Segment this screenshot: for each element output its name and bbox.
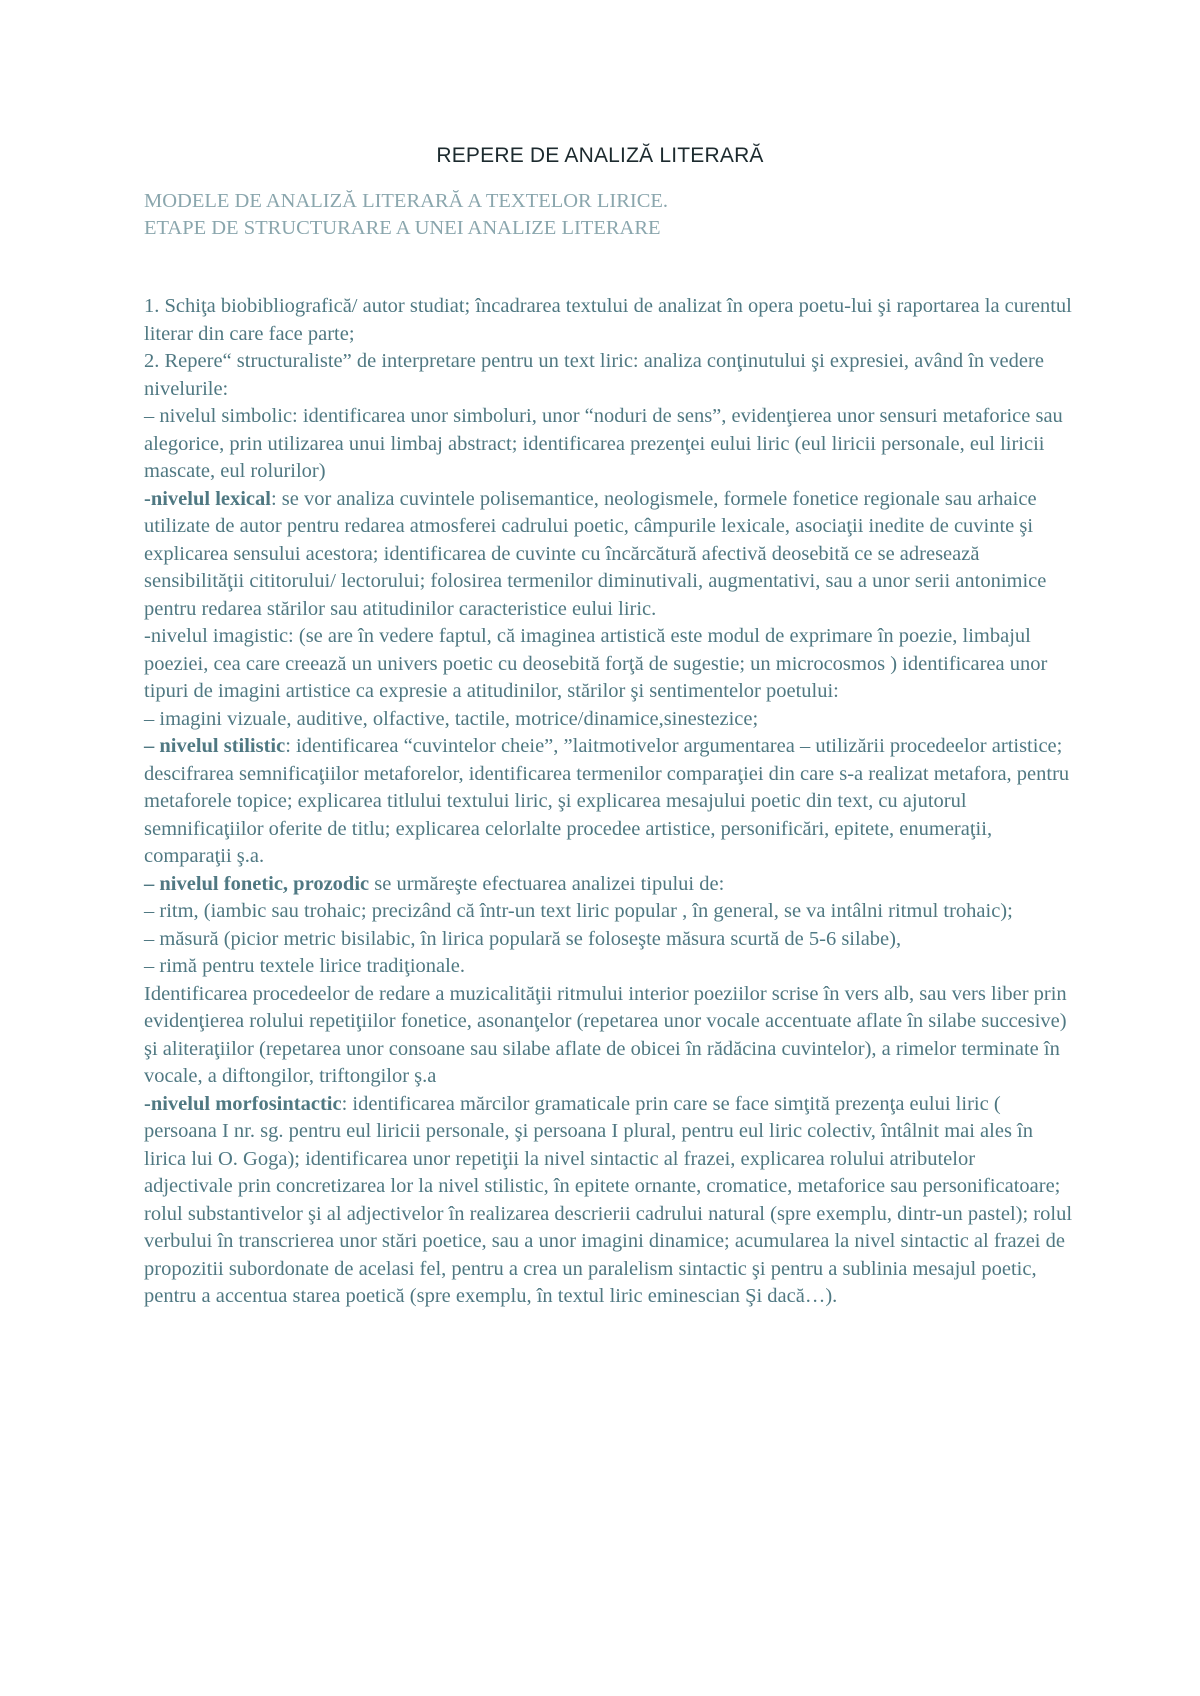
paragraph: -nivelul imagistic: (se are în vedere faptul, că imaginea artistică este modul de exprimare în poezie, limbajul poeziei, cea care creează un univers poetic cu deosebită forţă de sugestie; un microcosmos ) identificarea unor tipuri de imagini artistice ca expresie a atitudinilor, stărilor şi sentimentelor poetului:	[144, 625, 1048, 702]
paragraph-text: se urmăreşte efectuarea analizei tipului de:	[369, 872, 725, 895]
paragraph-text: : se vor analiza cuvintele polisemantice, neologismele, formele fonetice regionale sau arhaice utilizate de autor pentru redarea atmosferei cadrului poetic, câmpurile lexicale, asociaţii inedite de cuvinte şi explicarea sensului acestora; identificarea de cuvinte cu încărcătură afectivă deosebită ce se adresează sensibilităţii cititorului/ lectorului; folosirea termenilor diminutivali, augmentativi, sau a unor serii antonimice pentru redarea stărilor sau atitudinilor caracteristice eului liric.	[144, 487, 1047, 620]
paragraph	[144, 733, 1074, 871]
document-body	[144, 188, 1074, 1311]
paragraph	[144, 1091, 1074, 1174]
paragraph: adjectivale prin concretizarea lor la nivel stilistic, în epitete ornante, cromatice, metaforice sau personificatoare; rolul substantivelor şi al adjectivelor în realizarea descrierii cadrului natural (spre exemplu, dintr-un pastel); rolul verbului în transcrierea unor stări poetice, sau a unor imagini dinamice; acumularea la nivel sintactic al frazei de propozitii subordonate de acelasi fel, pentru a crea un paralelism sintactic şi pentru a sublinia mesajul poetic, pentru a accentua starea poetică (spre exemplu, în textul liric eminescian Şi dacă…).	[144, 1175, 1073, 1307]
paragraph: – ritm, (iambic sau trohaic; precizând că într-un text liric popular , în general, se va intâlni ritmul trohaic);	[144, 900, 1013, 922]
bold-term: – nivelul stilistic	[144, 735, 286, 757]
paragraph: – nivelul simbolic: identificarea unor simboluri, unor “noduri de sens”, evidenţierea unor sensuri metaforice sau alegorice, prin utilizarea unui limbaj abstract; identificarea prezenţei eului liric (eul liricii personale, eul liricii mascate, eul rolurilor)	[144, 405, 1063, 482]
subtitle-line: MODELE DE ANALIZĂ LITERARĂ A TEXTELOR LIRICE.	[144, 190, 669, 212]
paragraph: 1. Schiţa biobibliografică/ autor studiat; încadrarea textului de analizat în opera poetu-lui şi raportarea la curentul literar din care face parte;	[144, 295, 1072, 345]
paragraph: Identificarea procedeelor de redare a muzicalităţii ritmului interior poeziilor scrise în vers alb, sau vers liber prin evidenţierea rolului repetiţiilor fonetice, asonanţelor (repetarea unor vocale accentuate aflate în silabe succesive) şi aliteraţiilor (repetarea unor consoane sau silabe aflate de obicei în rădăcina cuvintelor), a rimelor terminate în vocale, a diftongilor, triftongilor ş.a	[144, 982, 1067, 1087]
subtitle	[144, 188, 1074, 242]
spacer	[144, 242, 1074, 293]
bold-term: -nivelul lexical	[144, 487, 271, 510]
paragraph	[144, 871, 1074, 899]
page-title: REPERE DE ANALIZĂ LITERARĂ	[436, 144, 764, 167]
paragraph-text: : identificarea mărcilor gramaticale prin care se face simţită prezenţa eului liric ( persoana I nr. sg. pentru eul liricii personale, şi persoana I plural, pentru eul liric colectiv, întâlnit mai ales în lirica lui O. Goga); identificarea unor repetiţii la nivel sintactic al frazei, explicarea rolului atributelor	[144, 1092, 1033, 1170]
paragraph: – măsură (picior metric bisilabic, în lirica populară se foloseşte măsura scurtă de 5-6 silabe),	[144, 927, 902, 950]
paragraph	[144, 486, 1074, 624]
paragraph: 2. Repere“ structuraliste” de interpretare pentru un text liric: analiza conţinutului şi expresiei, având în vedere nivelurile:	[144, 350, 1044, 400]
paragraph-text: : identificarea “cuvintelor cheie”, ”laitmotivelor argumentarea – utilizării procedeelor artistice; descifrarea semnificaţiilor metaforelor, identificarea termenilor comparaţiei din care s-a realizat metafora, pentru metaforele topice; explicarea titlului textului liric, şi explicarea mesajului poetic din text, cu ajutorul semnificaţiilor oferite de titlu; explicarea celorlalte procedee artistice, personificări, epitete, enumeraţii, comparaţii ş.a.	[144, 735, 1070, 867]
paragraph: – rimă pentru textele lirice tradiţionale.	[144, 955, 466, 977]
subtitle-line: ETAPE DE STRUCTURARE A UNEI ANALIZE LITERARE	[144, 217, 661, 239]
bold-term: -nivelul morfosintactic	[144, 1092, 342, 1115]
paragraph: – imagini vizuale, auditive, olfactive, tactile, motrice/dinamice,sinestezice;	[144, 707, 759, 730]
bold-term: – nivelul fonetic, prozodic	[144, 872, 370, 895]
